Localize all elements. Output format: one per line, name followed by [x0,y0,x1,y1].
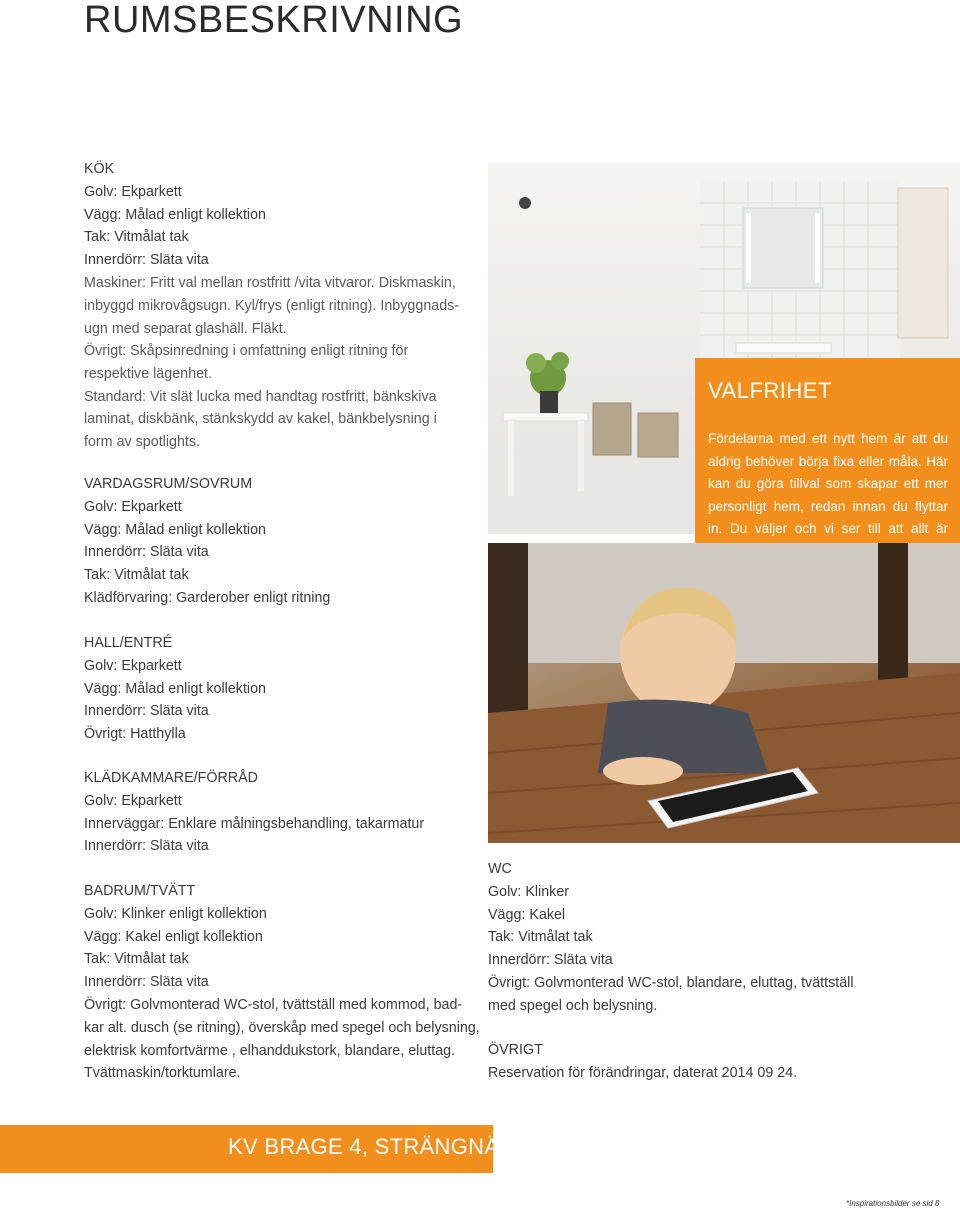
section-heading: ÖVRIGT [488,1042,543,1058]
spec-line: Tak: Vitmålat tak [488,929,593,946]
spec-line: Vägg: Kakel enligt kollektion [84,928,263,945]
section-heading: WC [488,861,512,877]
spec-line: Vägg: Kakel [488,906,566,923]
spec-line: Övrigt: Skåpsinredning i omfattning enligt ritning för [84,343,409,360]
spec-line: Vägg: Målad enligt kollektion [84,206,266,223]
spec-line: Golv: Ekparkett [84,183,182,200]
spec-line: med spegel och belysning. [488,997,658,1014]
section-heading: HALL/ENTRÉ [84,635,173,651]
spec-line: Golv: Klinker [488,883,570,900]
spec-line: Övrigt: Hatthylla [84,726,186,743]
spec-line: Innerdörr: Släta vita [84,703,209,720]
section-heading: BADRUM/TVÄTT [84,883,196,899]
spec-line: Innerdörr: Släta vita [488,952,613,969]
spec-line: Innerdörr: Släta vita [84,838,209,855]
spec-line: laminat, diskbänk, stänkskydd av kakel, bänkbelysning i [84,411,437,428]
spec-line: kar alt. dusch (se ritning), överskåp med spegel och belysning, [84,1019,480,1036]
spec-line: Innerväggar: Enklare målningsbehandling, takarmatur [84,815,425,832]
section-heading: VARDAGSRUM/SOVRUM [84,476,253,492]
spec-line: Vägg: Målad enligt kollektion [84,680,266,697]
child-tablet-photo [488,543,960,843]
spec-line: Tvättmaskin/torktumlare. [84,1065,241,1082]
spec-line: Golv: Ekparkett [84,792,182,809]
spec-line: Tak: Vitmålat tak [84,567,189,584]
section-heading: KÖK [84,161,115,177]
spec-line: Innerdörr: Släta vita [84,544,209,561]
section-kladkammare [84,767,484,858]
project-banner [0,1125,515,1173]
section-vardagsrum [84,473,464,610]
project-name: KV BRAGE 4, STRÄNGNÄS [228,1134,515,1159]
spec-line: Tak: Vitmålat tak [84,951,189,968]
child-illustration [488,543,960,843]
spec-line: Innerdörr: Släta vita [84,252,209,269]
spec-line: Golv: Klinker enligt kollektion [84,905,267,922]
section-ovrigt [488,1039,888,1085]
valfrihet-text: Fördelarna med ett nytt hem är att du aldrig behöver börja fixa eller måla. Här kan du göra tillval som skapar ett mer personligt hem, redan innan du flyttar in. Du väljer och vi ser till att allt är [708,431,948,536]
spec-line: Reservation för förändringar, daterat 2014 09 24. [488,1064,798,1081]
section-wc [488,858,888,1018]
footnote: *Inspirationsbilder se sid 8 [846,1199,940,1208]
spec-line: elektrisk komfortvärme , elhanddukstork, blandare, eluttag. [84,1042,456,1059]
spec-line: Maskiner: Fritt val mellan rostfritt /vita vitvaror. Diskmaskin, [84,274,456,291]
spec-line: Vägg: Målad enligt kollektion [84,521,266,538]
spec-line: Tak: Vitmålat tak [84,229,189,246]
section-kok [84,158,464,453]
page-title: RUMSBESKRIVNING [84,0,464,41]
spec-line: Klädförvaring: Garderober enligt ritning [84,589,331,606]
spec-line: Övrigt: Golvmonterad WC-stol, tvättställ med kommod, bad- [84,996,463,1013]
spec-line: Golv: Ekparkett [84,657,182,674]
valfrihet-heading: VALFRIHET [708,378,832,403]
section-badrum [84,880,484,1085]
spec-line: Standard: Vit slät lucka med handtag rostfritt, bänkskiva [84,388,437,405]
spec-line: Övrigt: Golvmonterad WC-stol, blandare, eluttag, tvättställ [488,974,854,991]
spec-line: inbyggd mikrovågsugn. Kyl/frys (enligt ritning). Inbyggnads- [84,297,460,314]
spec-line: Golv: Ekparkett [84,498,182,515]
spec-line: respektive lägenhet. [84,366,212,383]
section-heading: KLÄDKAMMARE/FÖRRÅD [84,770,258,786]
section-hall [84,632,464,746]
spec-line: ugn med separat glashäll. Fläkt. [84,320,287,337]
spec-line: form av spotlights. [84,433,201,450]
spec-line: Innerdörr: Släta vita [84,974,209,991]
